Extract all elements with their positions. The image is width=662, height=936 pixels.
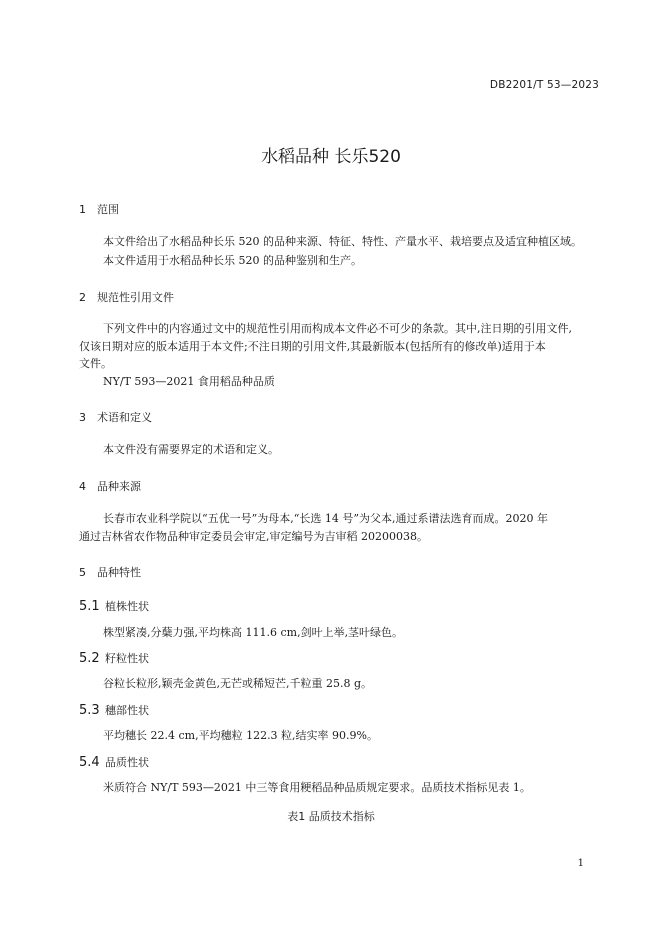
- subsection-heading-panicle-traits: [79, 702, 149, 718]
- paragraph-line: 通过吉林省农作物品种审定委员会审定,审定编号为吉审稻 20200038。: [79, 530, 428, 543]
- paragraph: 谷粒长粒形,颖壳金黄色,无芒或稀短芒,千粒重 25.8 g。: [103, 677, 373, 690]
- subsection-title: 品质性状: [105, 756, 149, 769]
- subsection-heading-grain-traits: [79, 650, 149, 666]
- paragraph-line: 仅该日期对应的版本适用于本文件;不注日期的引用文件,其最新版本(包括所有的修改单)适用于本: [79, 340, 546, 353]
- table-caption: 表1 品质技术指标: [287, 810, 375, 823]
- paragraph-line: 长春市农业科学院以“五优一号”为母本,“长选 14 号”为父本,通过系谱法选育而成。2020 年: [103, 512, 548, 525]
- reference-entry: NY/T 593—2021 食用稻品种品质: [103, 375, 275, 388]
- paragraph: 本文件给出了水稻品种长乐 520 的品种来源、特征、特性、产量水平、栽培要点及适宜种植区域。: [103, 235, 582, 248]
- section-number: 3: [79, 411, 86, 424]
- paragraph: 株型紧凑,分蘖力强,平均株高 111.6 cm,剑叶上举,茎叶绿色。: [103, 626, 404, 639]
- document-title: 水稻品种 长乐520: [261, 147, 401, 167]
- subsection-number: 5.1: [79, 599, 100, 614]
- paragraph: 本文件没有需要界定的术语和定义。: [103, 443, 279, 456]
- subsection-number: 5.3: [79, 703, 100, 718]
- paragraph: 本文件适用于水稻品种长乐 520 的品种鉴别和生产。: [103, 254, 362, 267]
- paragraph: 米质符合 NY/T 593—2021 中三等食用粳稻品种品质规定要求。品质技术指标见表 1。: [103, 781, 531, 794]
- paragraph-line: 文件。: [79, 357, 112, 370]
- subsection-number: 5.4: [79, 755, 100, 770]
- section-title: 规范性引用文件: [97, 291, 174, 304]
- section-title: 品种特性: [97, 566, 141, 579]
- paragraph-line: 下列文件中的内容通过文中的规范性引用而构成本文件必不可少的条款。其中,注日期的引用文件,: [103, 322, 572, 335]
- section-number: 4: [79, 480, 86, 493]
- section-title: 术语和定义: [97, 411, 152, 424]
- subsection-heading-plant-traits: [79, 598, 149, 614]
- section-heading-normative-references: [79, 289, 174, 305]
- section-title: 品种来源: [97, 480, 141, 493]
- section-title: 范围: [97, 203, 119, 216]
- page-number: 1: [577, 858, 584, 869]
- subsection-title: 籽粒性状: [105, 652, 149, 665]
- section-heading-variety-origin: [79, 478, 141, 494]
- subsection-number: 5.2: [79, 651, 100, 666]
- subsection-heading-quality-traits: [79, 754, 149, 770]
- section-heading-terms: [79, 409, 152, 425]
- section-number: 1: [79, 203, 86, 216]
- section-heading-scope: [79, 201, 119, 217]
- paragraph: 平均穗长 22.4 cm,平均穗粒 122.3 粒,结实率 90.9%。: [103, 729, 378, 742]
- subsection-title: 穗部性状: [105, 704, 149, 717]
- section-heading-variety-characteristics: [79, 564, 141, 580]
- standard-number: DB2201/T 53—2023: [489, 79, 599, 91]
- section-number: 5: [79, 566, 86, 579]
- section-number: 2: [79, 291, 86, 304]
- subsection-title: 植株性状: [105, 600, 149, 613]
